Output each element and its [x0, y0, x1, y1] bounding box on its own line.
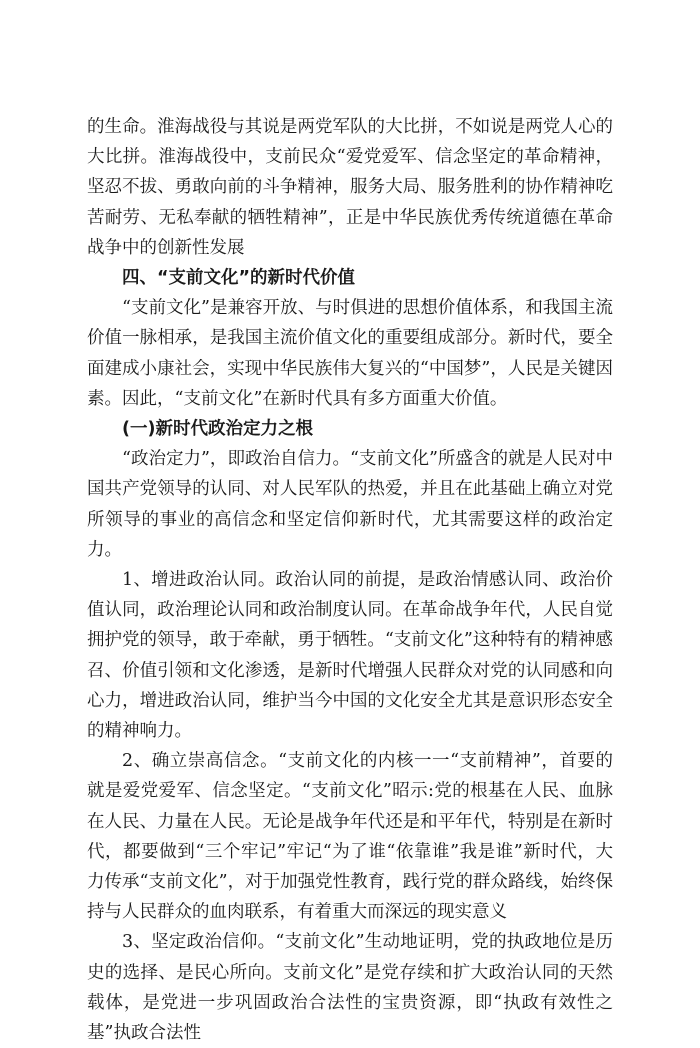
paragraph-intro: “支前文化”是兼容开放、与时俱进的思想价值体系，和我国主流价值一脉相承，是我国主流价值文化的重要组成部分。新时代，要全面建成小康社会，实现中华民族伟大复兴的“中国梦”，人民是关键因素。因此，“支前文化”在新时代具有多方面重大价值。: [87, 298, 613, 409]
paragraph-item-2: 2、确立崇高信念。“支前文化的内核一一“支前精神”，首要的就是爱党爱军、信念坚定。“支前文化”昭示:党的根基在人民、血脉在人民、力量在人民。无论是战争年代还是和平年代，特别是在新时代，都要做到“三个牢记”牢记“为了谁“依靠谁”我是谁”新时代，大力传承“支前文化”，对于加强党性教育，践行党的群众路线，始终保持与人民群众的血肉联系，有着重大而深远的现实意义: [87, 751, 613, 923]
subsection-heading-1: (一)新时代政治定力之根: [122, 419, 313, 440]
section-heading-4: 四、“支前文化”的新时代价值: [122, 268, 356, 289]
body-text: [87, 112, 613, 1048]
paragraph-political-steadiness: “政治定力”，即政治自信力。“支前文化”所盛含的就是人民对中国共产党领导的认同、对人民军队的热爱，并且在此基础上确立对党所领导的事业的高信念和坚定信仰新时代，尤其需要这样的政治定力。: [87, 449, 613, 560]
paragraph-item-1: 1、增进政治认同。政治认同的前提，是政治情感认同、政治价值认同，政治理论认同和政治制度认同。在革命战争年代，人民自觉拥护党的领导，敢于牵献，勇于牺牲。“支前文化”这种特有的精神感召、价值引领和文化渗透，是新时代增强人民群众对党的认同感和向心力，增进政治认同，维护当今中国的文化安全尤其是意识形态安全的精神响力。: [87, 570, 613, 742]
paragraph-item-3: 3、坚定政治信仰。“支前文化”生动地证明，党的执政地位是历史的选择、是民心所向。支前文化”是党存续和扩大政治认同的天然载体，是党进一步巩固政治合法性的宝贵资源，即“执政有效性之基”执政合法性: [87, 932, 613, 1044]
paragraph-continuation: 的生命。淮海战役与其说是两党军队的大比拼，不如说是两党人心的大比拼。淮海战役中，支前民众“爱党爱军、信念坚定的革命精神，坚忍不拔、勇敢向前的斗争精神，服务大局、服务胜利的协作精神吃苦耐劳、无私奉献的牺牲精神”，正是中华民族优秀传统道德在革命战争中的创新性发展: [87, 117, 613, 258]
